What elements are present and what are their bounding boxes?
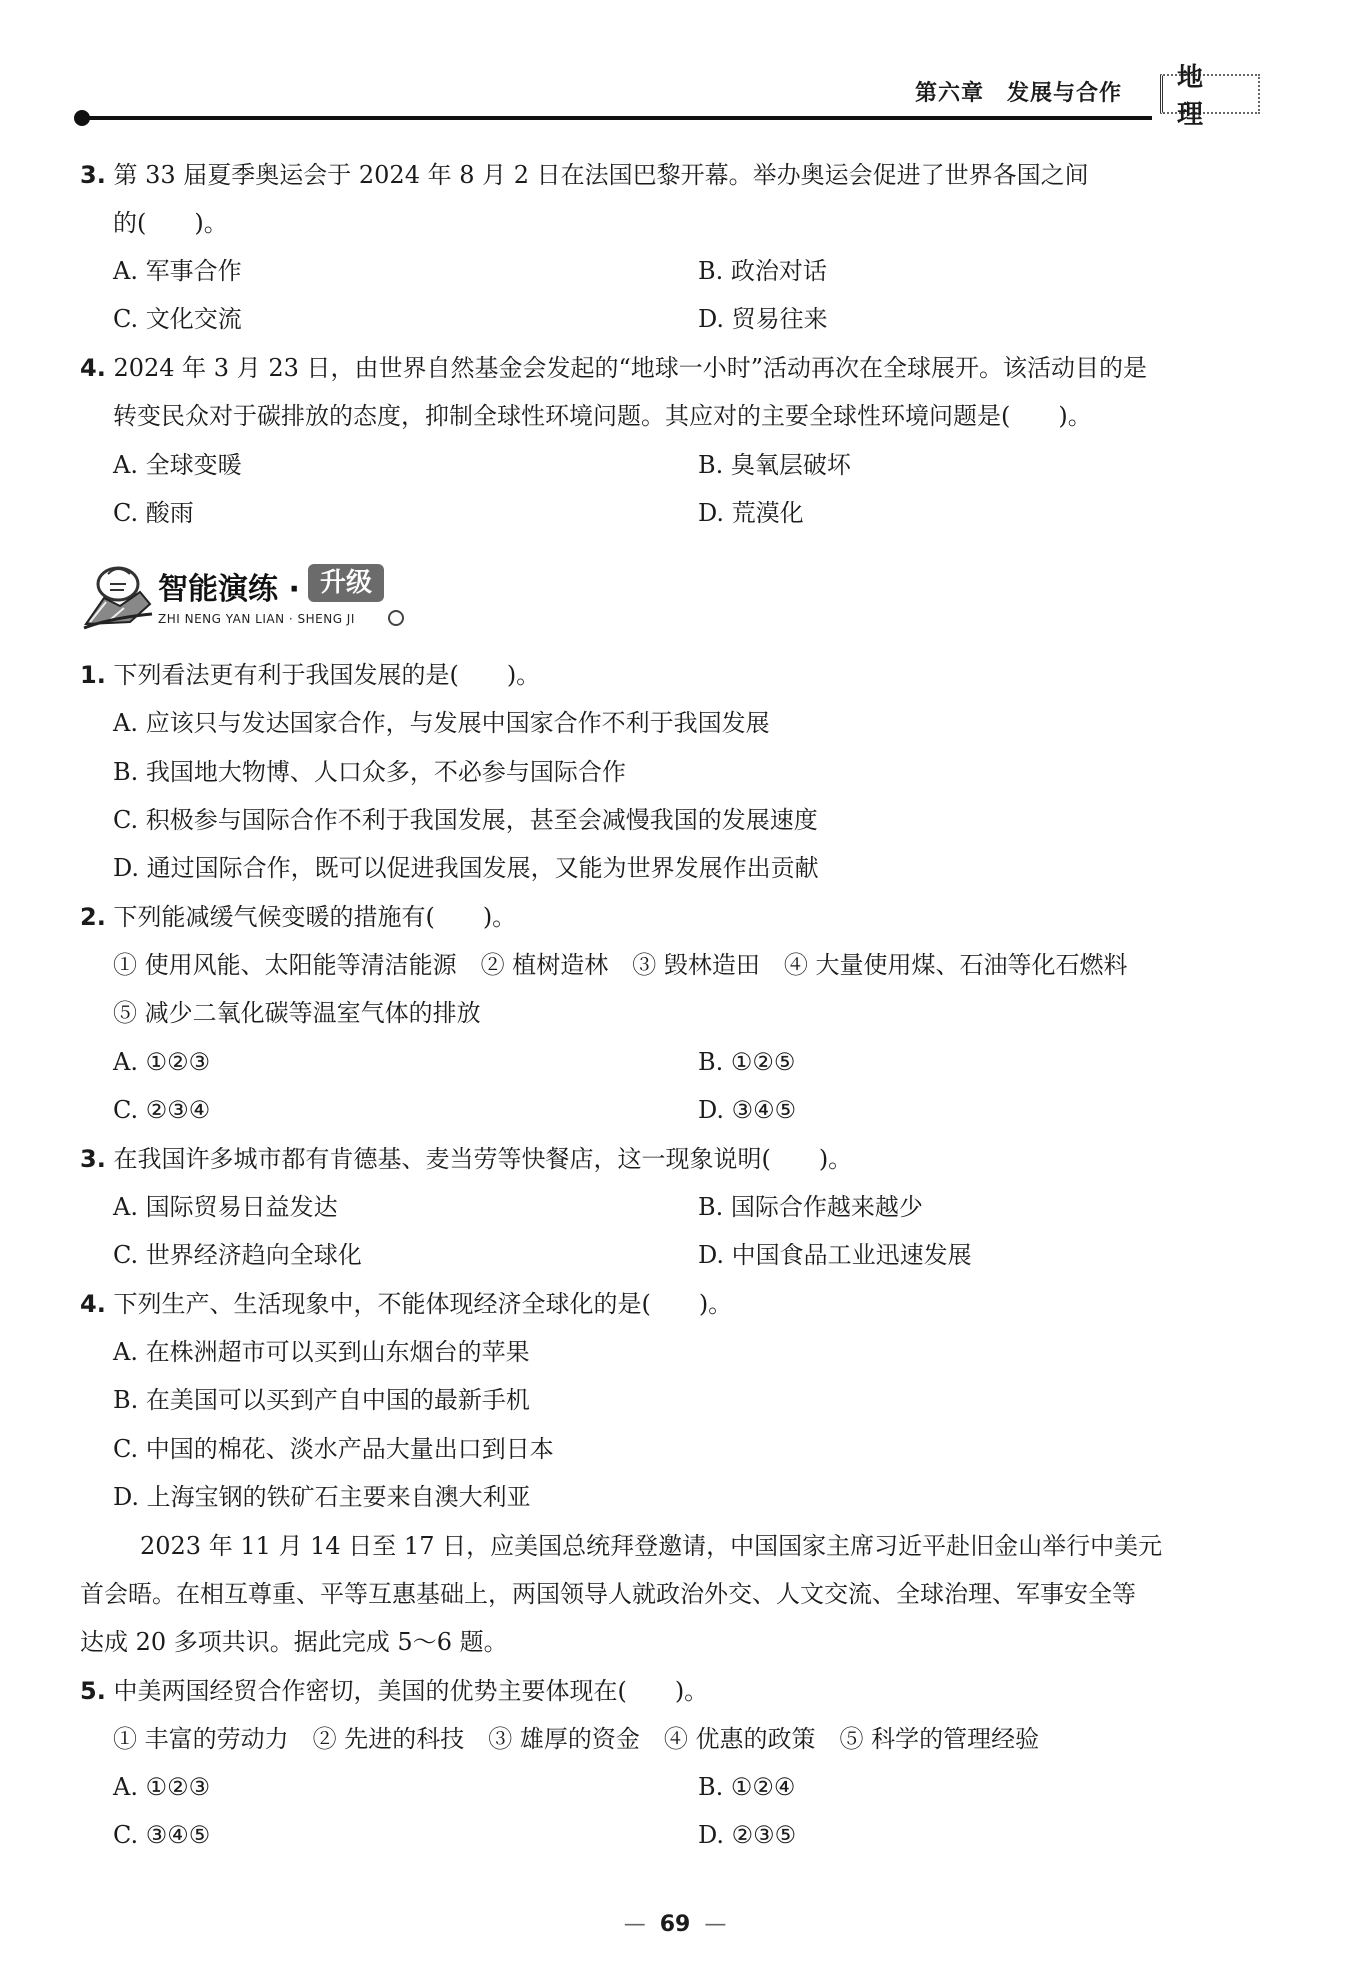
- option-b: B. 我国地大物博、人口众多，不必参与国际合作: [113, 758, 626, 786]
- section-pinyin: ZHI NENG YAN LIAN · SHENG JI: [158, 612, 355, 626]
- option-d: D. ②③⑤: [698, 1821, 797, 1849]
- option-c: C. 世界经济趋向全球化: [113, 1241, 362, 1269]
- page-number: — 69 —: [0, 1912, 1350, 1937]
- passage-line: 2023 年 11 月 14 日至 17 日，应美国总统拜登邀请，中国国家主席习近平赴旧金山举行中美元: [140, 1532, 1163, 1560]
- question-text: 在我国许多城市都有肯德基、麦当劳等快餐店，这一现象说明( )。: [105, 1145, 853, 1173]
- option-d: D. 上海宝钢的铁矿石主要来自澳大利亚: [113, 1483, 531, 1511]
- option-c: C. 文化交流: [113, 305, 242, 333]
- option-c: C. 中国的棉花、淡水产品大量出口到日本: [113, 1435, 554, 1463]
- option-b: B. 国际合作越来越少: [698, 1193, 923, 1221]
- option-b: B. 政治对话: [698, 257, 827, 285]
- circle-icon: [388, 610, 404, 626]
- section-tag: 升级: [308, 564, 384, 602]
- option-d: D. 中国食品工业迅速发展: [698, 1241, 972, 1269]
- question-number: 1.: [80, 661, 106, 689]
- question-2-items: ① 使用风能、太阳能等清洁能源 ② 植树造林 ③ 毁林造田 ④ 大量使用煤、石油等化石燃料: [113, 951, 1128, 979]
- option-a: A. ①②③: [113, 1048, 211, 1076]
- book-icon: [80, 562, 156, 632]
- question-number: 4.: [80, 354, 106, 382]
- option-d: D. 荒漠化: [698, 499, 804, 527]
- option-a: A. ①②③: [113, 1773, 211, 1801]
- question-text: 中美两国经贸合作密切，美国的优势主要体现在( )。: [105, 1677, 709, 1705]
- question-number: 2.: [80, 903, 106, 931]
- option-c: C. 积极参与国际合作不利于我国发展，甚至会减慢我国的发展速度: [113, 806, 818, 834]
- section-title: 智能演练 ·: [158, 572, 300, 607]
- chapter-title: 第六章 发展与合作: [915, 81, 1123, 106]
- option-b: B. 臭氧层破坏: [698, 451, 851, 479]
- question-text: 2024 年 3 月 23 日，由世界自然基金会发起的“地球一小时”活动再次在全球展开。该活动目的是: [105, 354, 1148, 382]
- question-4-stem: [80, 353, 1147, 383]
- option-a: A. 军事合作: [113, 257, 242, 285]
- option-b: B. ①②④: [698, 1773, 796, 1801]
- question-number: 3.: [80, 1145, 106, 1173]
- question-3-stem-cont: 的( )。: [113, 209, 228, 237]
- question-3-stem: [80, 160, 1089, 190]
- option-b: B. ①②⑤: [698, 1048, 796, 1076]
- question-number: 4.: [80, 1290, 106, 1318]
- header-rule: [82, 116, 1152, 120]
- option-c: C. ③④⑤: [113, 1821, 211, 1849]
- question-text: 下列能减缓气候变暖的措施有( )。: [105, 903, 517, 931]
- question-number: 5.: [80, 1677, 106, 1705]
- question-4-stem-cont: 转变民众对于碳排放的态度，抑制全球性环境问题。其应对的主要全球性环境问题是( )。: [113, 402, 1092, 430]
- question-3-stem: [80, 1144, 852, 1174]
- section-banner: [80, 562, 410, 632]
- question-5-items: ① 丰富的劳动力 ② 先进的科技 ③ 雄厚的资金 ④ 优惠的政策 ⑤ 科学的管理经验: [113, 1725, 1040, 1753]
- option-a: A. 在株洲超市可以买到山东烟台的苹果: [113, 1338, 530, 1366]
- question-text: 下列看法更有利于我国发展的是( )。: [105, 661, 541, 689]
- question-5-stem: [80, 1676, 708, 1706]
- question-text: 下列生产、生活现象中，不能体现经济全球化的是( )。: [105, 1290, 733, 1318]
- question-number: 3.: [80, 161, 106, 189]
- question-text: 第 33 届夏季奥运会于 2024 年 8 月 2 日在法国巴黎开幕。举办奥运会促进了世界各国之间: [105, 161, 1089, 189]
- question-1-stem: [80, 660, 540, 690]
- option-d: D. 通过国际合作，既可以促进我国发展，又能为世界发展作出贡献: [113, 854, 819, 882]
- option-d: D. 贸易往来: [698, 305, 828, 333]
- option-a: A. 全球变暖: [113, 451, 242, 479]
- option-c: C. ②③④: [113, 1096, 211, 1124]
- subject-label: 地 理: [1160, 74, 1260, 114]
- question-4-stem: [80, 1289, 732, 1319]
- question-2-items-cont: ⑤ 减少二氧化碳等温室气体的排放: [113, 999, 481, 1027]
- option-d: D. ③④⑤: [698, 1096, 797, 1124]
- option-b: B. 在美国可以买到产自中国的最新手机: [113, 1386, 530, 1414]
- question-2-stem: [80, 902, 516, 932]
- option-a: A. 应该只与发达国家合作，与发展中国家合作不利于我国发展: [113, 709, 770, 737]
- option-c: C. 酸雨: [113, 499, 194, 527]
- option-a: A. 国际贸易日益发达: [113, 1193, 338, 1221]
- passage-line: 首会晤。在相互尊重、平等互惠基础上，两国领导人就政治外交、人文交流、全球治理、军事安全等: [80, 1580, 1136, 1608]
- passage-line: 达成 20 多项共识。据此完成 5～6 题。: [80, 1628, 508, 1656]
